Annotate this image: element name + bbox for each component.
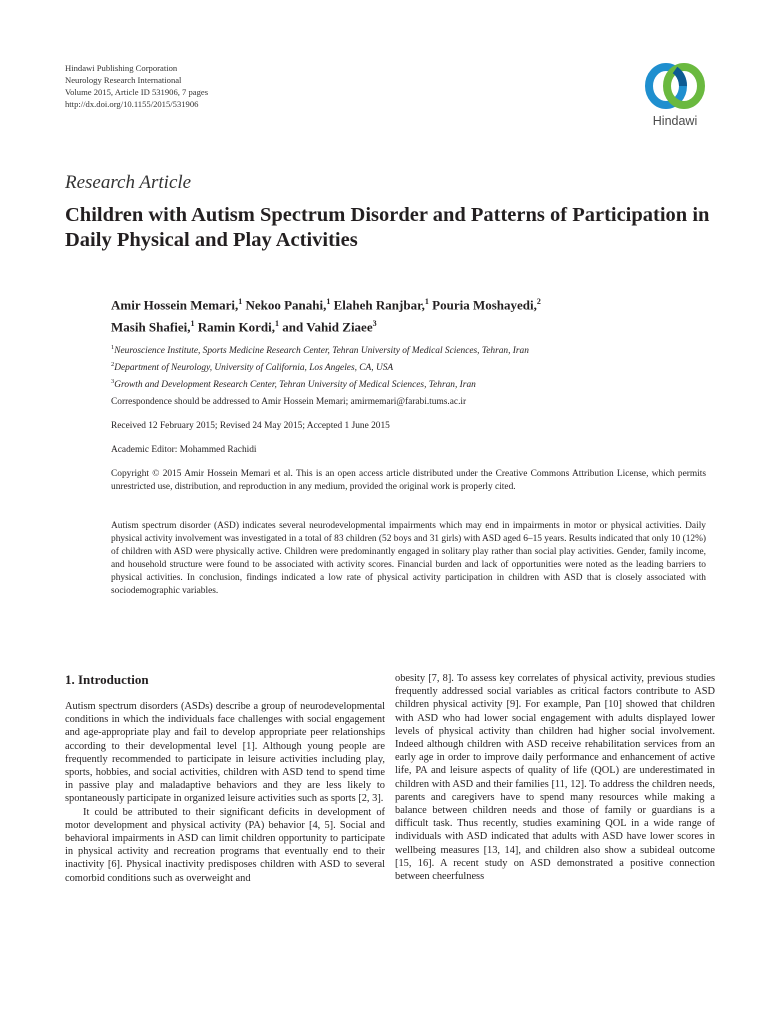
author-name: Nekoo Panahi, xyxy=(245,297,327,313)
affiliation-text: Department of Neurology, University of California, Los Angeles, CA, USA xyxy=(114,363,394,374)
author-name: Ramin Kordi, xyxy=(197,319,276,335)
author-affiliation-mark: 2 xyxy=(536,297,541,306)
received-dates: Received 12 February 2015; Revised 24 May 2015; Accepted 1 June 2015 xyxy=(111,421,390,431)
author-affiliation-mark: 3 xyxy=(372,319,377,329)
affiliation-number: 1 xyxy=(111,344,115,351)
affiliation-number: 2 xyxy=(111,361,115,369)
correspondence: Correspondence should be addressed to Amir Hossein Memari; amirmemari@farabi.tums.ac.ir xyxy=(111,397,467,407)
author-name: Amir Hossein Memari, xyxy=(111,297,239,313)
affiliation-text: Growth and Development Research Center, Tehran University of Medical Sciences, Tehran, Iran xyxy=(114,380,476,391)
author-affiliation-mark: 1 xyxy=(190,319,195,329)
section-heading: 1. Introduction xyxy=(65,672,149,687)
hindawi-logo-icon xyxy=(636,56,714,114)
author-affiliation-mark: 1 xyxy=(275,319,280,329)
author-list xyxy=(111,292,671,337)
meta-line: http://dx.doi.org/10.1155/2015/531906 xyxy=(65,99,199,109)
publisher-logo xyxy=(636,56,714,134)
author-name: Pouria Moshayedi, xyxy=(432,297,537,313)
academic-editor: Academic Editor: Mohammed Rachidi xyxy=(111,445,257,455)
author-affiliation-mark: 1 xyxy=(326,297,331,306)
copyright-notice: Copyright © 2015 Amir Hossein Memari et al. This is an open access article distributed under the Creative Commons Attribution License, which permits unrestricted use, distribution, and reproduction in any medium, provided the original work is properly cited. xyxy=(111,469,706,492)
abstract: Autism spectrum disorder (ASD) indicates several neurodevelopmental impairments which may end in impairments in motor or physical activities. Daily physical activity involvement was investigated in a total of 83 children (52 boys and 31 girls) with ASD aged 6–15 years. Results indicated that only 10 (12%) of children with ASD were physically active. Children were predominantly engaged in solitary play rather than social play activities. Gender, family income, and household structure were found to be associated with activity scores. Financial burden and lack of opportunities were noted as the leading barriers to physical activities. In conclusion, findings indicated a low rate of physical activity participation in children with ASD that is closely associated with sociodemographic variables. xyxy=(111,521,706,596)
affiliation-line xyxy=(111,341,711,358)
affiliation-text: Neuroscience Institute, Sports Medicine Research Center, Tehran University of Medical Sciences, Tehran, Iran xyxy=(114,346,529,357)
body-column-left xyxy=(65,672,385,885)
affiliations xyxy=(111,341,711,392)
meta-line: Hindawi Publishing Corporation xyxy=(65,63,178,73)
body-paragraph: It could be attributed to their significant deficits in development of motor development and physical activity (PA) behavior [4, 5]. Social and behavioral impairments in ASD can limit children opportunity to participate in physical activity and recreation programs that eventually end to their inactivity [6]. Physical inactivity predisposes children with ASD to several comorbid conditions such as overweight and xyxy=(65,806,385,884)
author-name: Masih Shafiei, xyxy=(111,319,191,335)
author-name: Elaheh Ranjbar, xyxy=(333,297,425,313)
publisher-name: Hindawi xyxy=(652,114,698,128)
body-column-right xyxy=(395,672,715,883)
affiliation-number: 3 xyxy=(111,378,115,386)
meta-line: Volume 2015, Article ID 531906, 7 pages xyxy=(65,87,209,97)
article-title: Children with Autism Spectrum Disorder and Patterns of Participation in Daily Physical and Play Activities xyxy=(65,204,710,251)
meta-line: Neurology Research International xyxy=(65,75,182,85)
article-type: Research Article xyxy=(65,172,192,193)
affiliation-line xyxy=(111,375,711,392)
author-affiliation-mark: 1 xyxy=(238,297,243,306)
body-paragraph: obesity [7, 8]. To assess key correlates of physical activity, previous studies frequently addressed social variables as critical factors contribute to ASD children physical activity [9]. For example, Pan [10] showed that children with ASD who had lower social engagement with adults displayed lower levels of physical activity than children had higher social involvement. Indeed although children with ASD receive rehabilitation services from an early age in order to improve daily performance and enhancement of active life, PA and leisure aspects of quality of life (QOL) are underestimated in children with ASD and their families [11, 12]. To address the children needs, parents and caregivers have to spend many resources while making a balance between children needs and those of family or guardians is a difficult task. Thus recently, studies examining QOL in a wide range of individuals with ASD indicated that adults with ASD have lower scores in wellbeing measures [13, 14], and children also show a subideal outcome [15, 16]. A recent study on ASD demonstrated a positive connection between cheerfulness xyxy=(395,673,715,883)
affiliation-line xyxy=(111,358,711,375)
author-affiliation-mark: 1 xyxy=(424,297,429,306)
author-name: Vahid Ziaee xyxy=(306,319,373,335)
author-separator: and xyxy=(279,319,307,335)
body-paragraph: Autism spectrum disorders (ASDs) describe a group of neurodevelopmental conditions in which the individuals face challenges with social engagement and age-appropriate play and fail to develop appropriate peer relationships according to their developmental level [1]. Although young people are frequently recommended to participate in leisure activities including play, sports, hobbies, and social activities, children with ASD tend to spend time in passive play and maladaptive behaviors and they are less likely to spontaneously participate in organized leisure activities such as sports [2, 3]. xyxy=(65,701,385,805)
journal-meta xyxy=(65,62,208,110)
